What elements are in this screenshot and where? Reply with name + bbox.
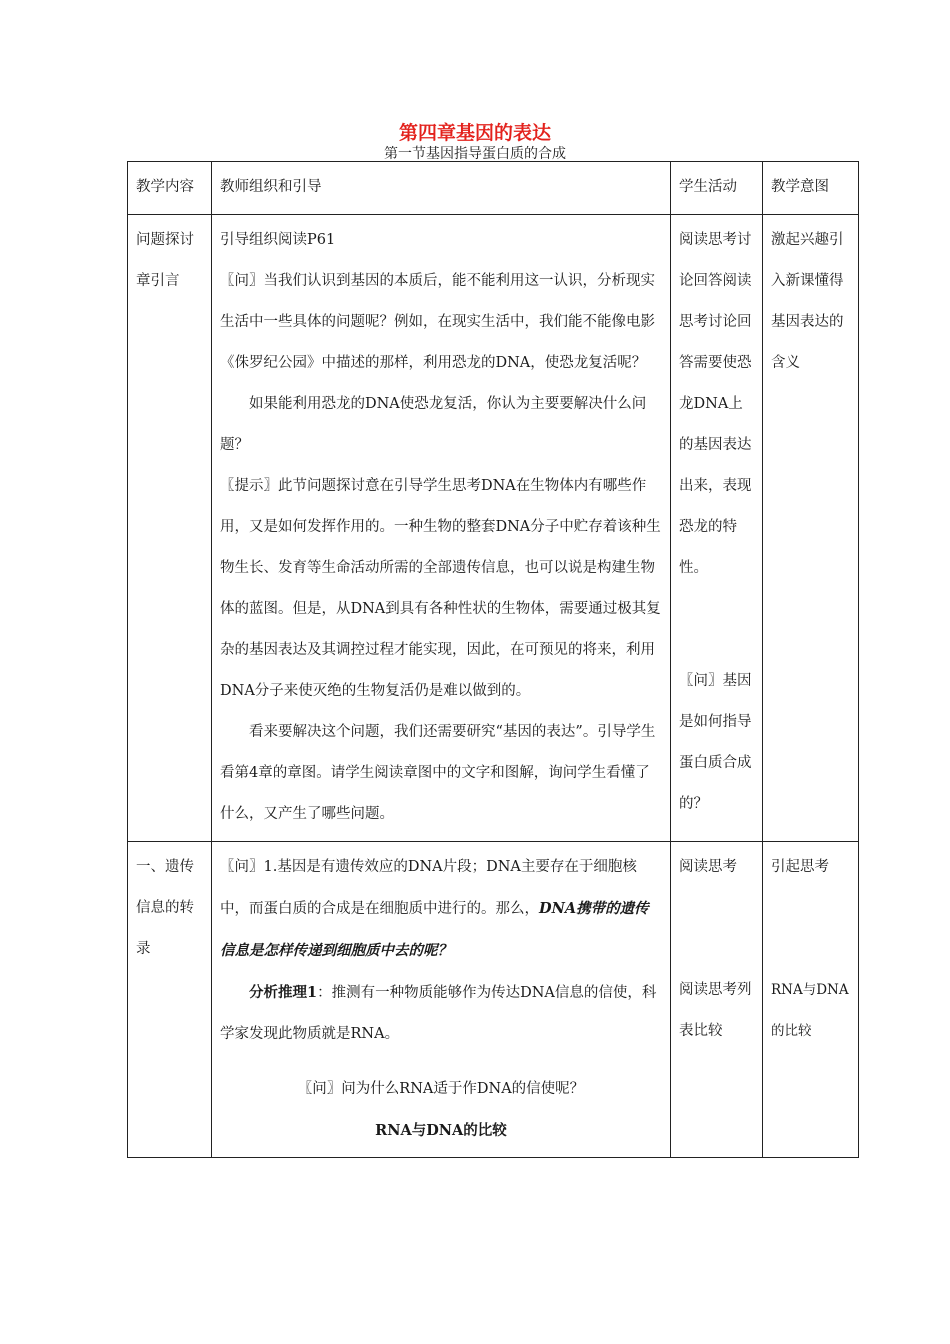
row2-intent-a: 引起思考: [771, 859, 829, 875]
row2-intent: [763, 842, 859, 1158]
row2-student-a: 阅读思考: [679, 859, 737, 875]
row2-teacher-p4: RNA与DNA的比较: [375, 1122, 507, 1139]
table-header-row: [128, 162, 859, 215]
row2-student-gap: [679, 888, 754, 970]
row1-teacher-p5: 看来要解决这个问题，我们还需要研究“基因的表达”。引导学生看第4章的章图。请学生阅读章图中的文字和图解，询问学生看懂了什么，又产生了哪些问题。: [220, 724, 656, 822]
row2-teacher-p1-emph: DNA携带的遗传信息是怎样传递到细胞质中去的呢？: [220, 900, 649, 959]
row2-intent-b: RNA与DNA的比较: [771, 982, 849, 1039]
header-content: 教学内容: [128, 162, 212, 215]
row1-teacher-p3: 如果能利用恐龙的DNA使恐龙复活，你认为主要要解决什么问题？: [220, 396, 647, 453]
row2-teacher-p3: 〖问〗问为什么RNA适于作DNA的信使呢？: [297, 1081, 585, 1097]
row2-teacher-gap: [220, 1055, 662, 1069]
row2-content: 一、遗传信息的转录: [128, 842, 212, 1158]
header-intent: 教学意图: [763, 162, 859, 215]
row1-student: [671, 215, 763, 842]
row2-teacher-p2-text: ：推测有一种物质能够作为传达DNA信息的信使，科学家发现此物质就是RNA。: [220, 985, 657, 1042]
row1-student-gap: [679, 589, 754, 661]
header-student: 学生活动: [671, 162, 763, 215]
row1-teacher-p4: 〖提示〗此节问题探讨意在引导学生思考DNA在生物体内有哪些作用，又是如何发挥作用的。一种生物的整套DNA分子中贮存着该种生物生长、发育等生命活动所需的全部遗传信息，也可以说是构建生物体的蓝图。但是，从DNA到具有各种性状的生物体，需要通过极其复杂的基因表达及其调控过程才能实现，因此，在可预见的将来，利用DNA分子来使灭绝的生物复活仍是难以做到的。: [220, 478, 661, 699]
lesson-plan-table: [127, 161, 859, 1158]
row2-teacher-p2: [220, 972, 662, 1055]
row2-teacher: [212, 842, 671, 1158]
row1-content: 问题探讨章引言: [128, 215, 212, 842]
row2-student: [671, 842, 763, 1158]
header-teacher: 教师组织和引导: [212, 162, 671, 215]
document-title: 第四章基因的表达: [398, 122, 551, 144]
row2-intent-gap: [771, 888, 850, 970]
row1-teacher-p1: 引导组织阅读P61: [220, 232, 336, 248]
row2-teacher-p1: [220, 847, 662, 972]
row2-student-b: 阅读思考列表比较: [679, 982, 752, 1039]
row1-teacher-p2: 〖问〗当我们认识到基因的本质后，能不能利用这一认识，分析现实生活中一些具体的问题呢？例如，在现实生活中，我们能不能像电影《侏罗纪公园》中描述的那样，利用恐龙的DNA，使恐龙复活呢？: [220, 273, 655, 371]
table-row: [128, 842, 859, 1158]
row2-teacher-p1-lead: 〖问〗1.基因是有遗传效应的DNA片段；DNA主要存在于细胞核中，而蛋白质的合成是在细胞质中进行的。那么，: [220, 859, 637, 917]
row1-teacher: [212, 215, 671, 842]
row1-student-b: 〖问〗基因是如何指导蛋白质合成的？: [679, 673, 752, 812]
document-subtitle: 第一节基因指导蛋白质的合成: [384, 146, 566, 162]
row1-student-a: 阅读思考讨论回答阅读思考讨论回答需要使恐龙DNA上的基因表达出来，表现恐龙的特性。: [679, 232, 752, 576]
row2-teacher-p2-label: 分析推理1: [249, 984, 318, 1001]
table-row: [128, 215, 859, 842]
row1-intent: 激起兴趣引入新课懂得基因表达的含义: [763, 215, 859, 842]
